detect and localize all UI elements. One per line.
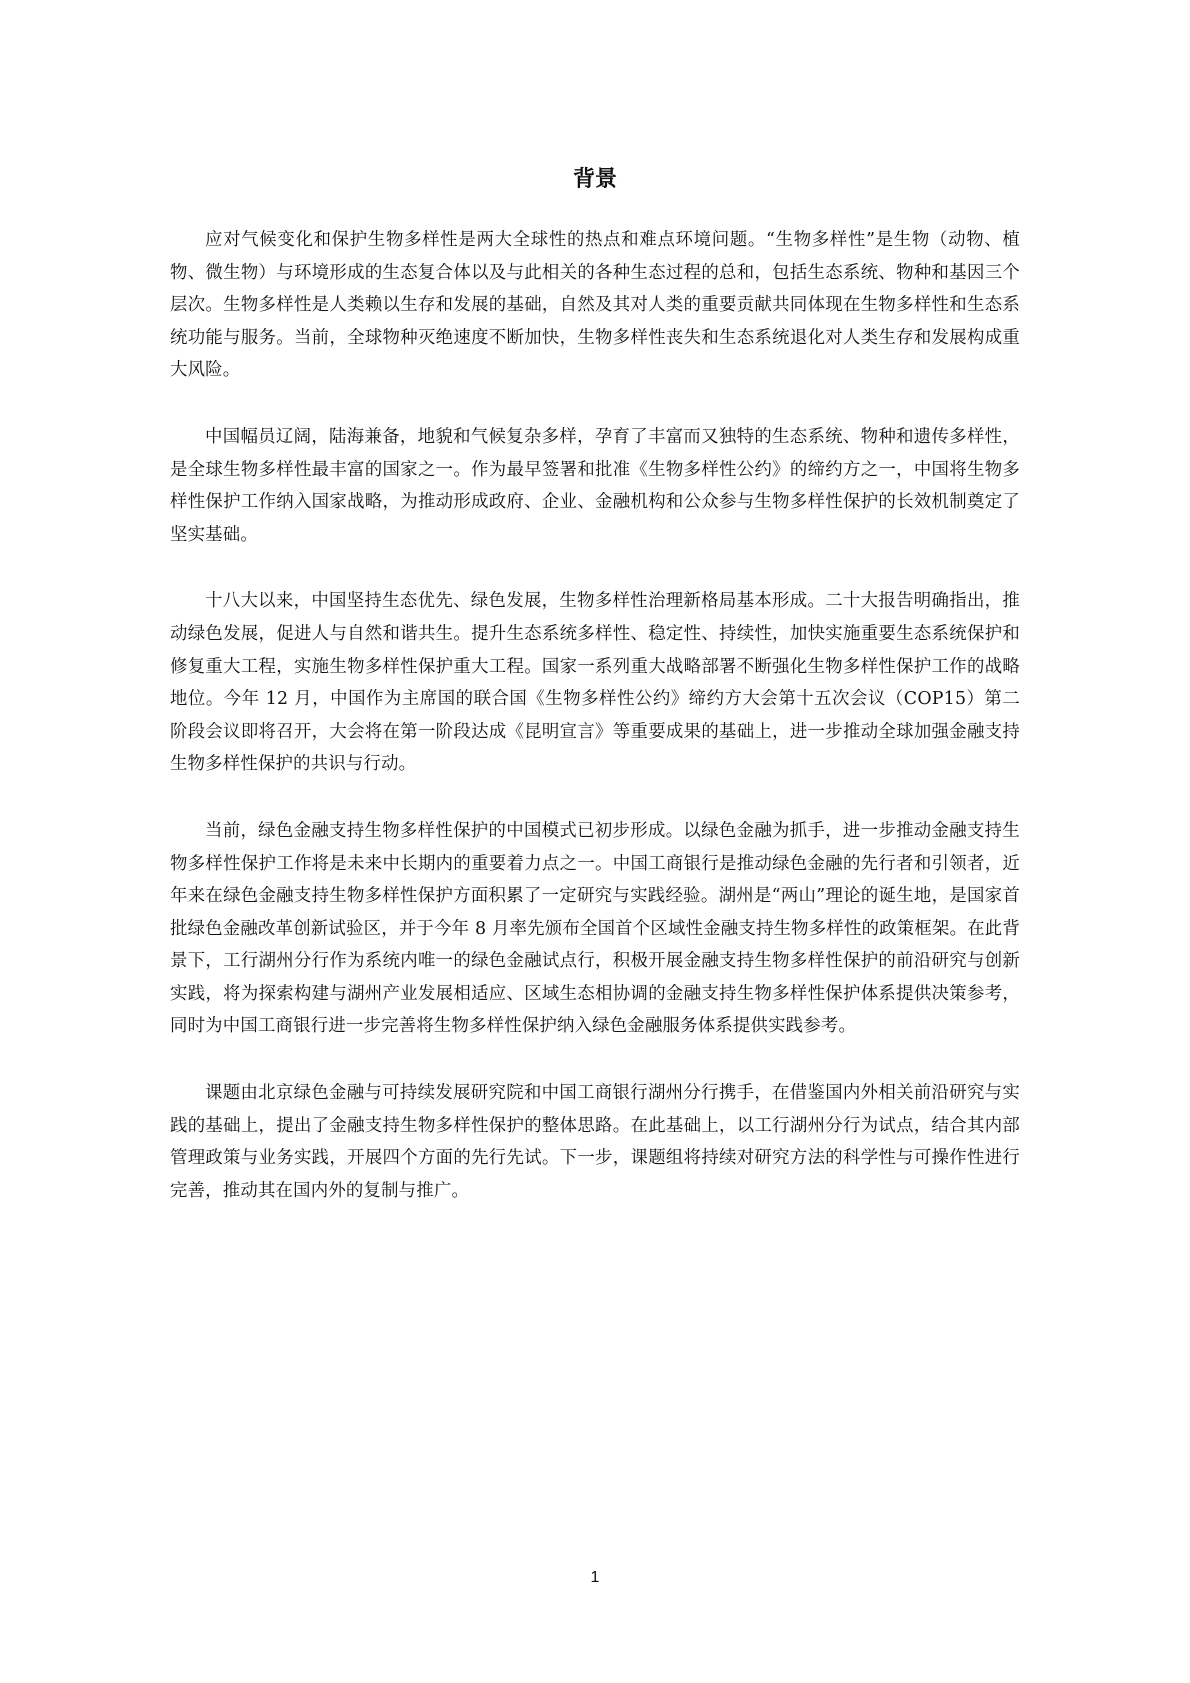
page-number: 1 <box>590 1569 600 1586</box>
body-text <box>170 224 1020 1241</box>
paragraph-1: 应对气候变化和保护生物多样性是两大全球性的热点和难点环境问题。“生物多样性”是生物（动物、植物、微生物）与环境形成的生态复合体以及与此相关的各种生态过程的总和，包括生态系统、物种和基因三个层次。生物多样性是人类赖以生存和发展的基础，自然及其对人类的重要贡献共同体现在生物多样性和生态系统功能与服务。当前，全球物种灭绝速度不断加快，生物多样性丧失和生态系统退化对人类生存和发展构成重大风险。 <box>170 230 1020 381</box>
page-title: 背景 <box>572 166 617 192</box>
paragraph-4: 当前，绿色金融支持生物多样性保护的中国模式已初步形成。以绿色金融为抓手，进一步推动金融支持生物多样性保护工作将是未来中长期内的重要着力点之一。中国工商银行是推动绿色金融的先行者和引领者，近年来在绿色金融支持生物多样性保护方面积累了一定研究与实践经验。湖州是“两山”理论的诞生地，是国家首批绿色金融改革创新试验区，并于今年 8 月率先颁布全国首个区域性金融支持生物多样性的政策框架。在此背景下，工行湖州分行作为系统内唯一的绿色金融试点行，积极开展金融支持生物多样性保护的前沿研究与创新实践，将为探索构建与湖州产业发展相适应、区域生态相协调的金融支持生物多样性保护体系提供决策参考，同时为中国工商银行进一步完善将生物多样性保护纳入绿色金融服务体系提供实践参考。 <box>170 820 1020 1037</box>
paragraph-3: 十八大以来，中国坚持生态优先、绿色发展，生物多样性治理新格局基本形成。二十大报告明确指出，推动绿色发展，促进人与自然和谐共生。提升生态系统多样性、稳定性、持续性，加快实施重要生态系统保护和修复重大工程，实施生物多样性保护重大工程。国家一系列重大战略部署不断强化生物多样性保护工作的战略地位。今年 12 月，中国作为主席国的联合国《生物多样性公约》缔约方大会第十五次会议（COP15）第二阶段会议即将召开，大会将在第一阶段达成《昆明宣言》等重要成果的基础上，进一步推动全球加强金融支持生物多样性保护的共识与行动。 <box>170 591 1020 775</box>
paragraph-2: 中国幅员辽阔，陆海兼备，地貌和气候复杂多样，孕育了丰富而又独特的生态系统、物种和遗传多样性，是全球生物多样性最丰富的国家之一。作为最早签署和批准《生物多样性公约》的缔约方之一，中国将生物多样性保护工作纳入国家战略，为推动形成政府、企业、金融机构和公众参与生物多样性保护的长效机制奠定了坚实基础。 <box>170 426 1020 545</box>
paragraph-5: 课题由北京绿色金融与可持续发展研究院和中国工商银行湖州分行携手，在借鉴国内外相关前沿研究与实践的基础上，提出了金融支持生物多样性保护的整体思路。在此基础上，以工行湖州分行为试点，结合其内部管理政策与业务实践，开展四个方面的先行先试。下一步，课题组将持续对研究方法的科学性与可操作性进行完善，推动其在国内外的复制与推广。 <box>170 1083 1020 1201</box>
